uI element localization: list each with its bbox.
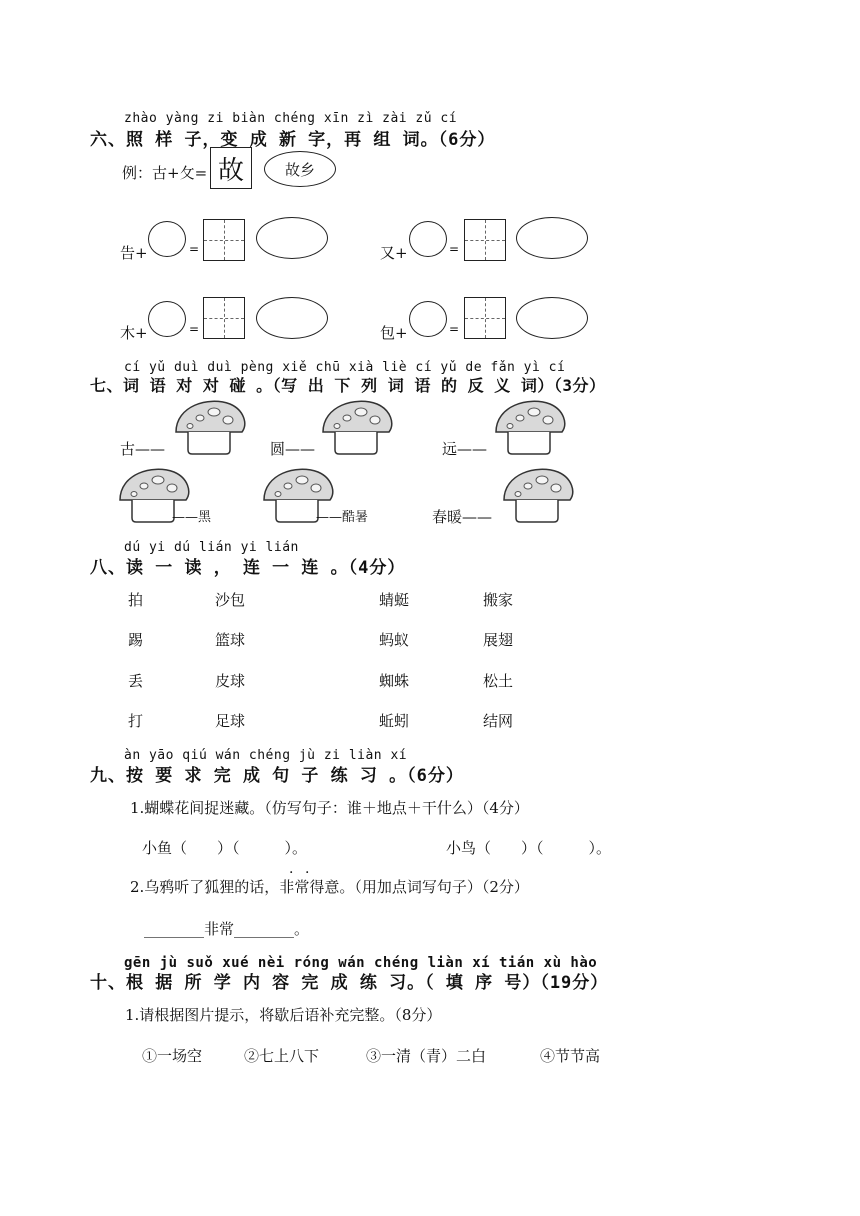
mushroom-icon: [315, 398, 395, 458]
s8-c2-4[interactable]: 足球: [215, 712, 246, 730]
s8-c4-2[interactable]: 展翅: [483, 631, 514, 649]
s7-row2-item-3: 春暖——: [432, 508, 493, 526]
s9-q2-blank-b[interactable]: ________。: [234, 920, 310, 938]
s8-pinyin: dú yi dú lián yi lián: [124, 540, 299, 555]
s9-q1: 1.蝴蝶花间捉迷藏。（仿写句子：谁＋地点＋干什么）（4分）: [130, 799, 529, 817]
s6-example-char-box: [210, 147, 252, 189]
s7-row2-item-2: ——酷暑: [316, 510, 369, 525]
s9-q2: 2.乌鸦听了狐狸的话，非常得意。（用加点词写句子）（2分）: [130, 878, 529, 896]
s8-c1-1[interactable]: 拍: [128, 591, 144, 609]
s6-item-2-grid[interactable]: [464, 219, 506, 261]
s9-heading: 九、按 要 求 完 成 句 子 练 习 。（6分）: [90, 766, 464, 786]
s6-item-1-equals: =: [189, 242, 200, 256]
s6-item-3-grid[interactable]: [203, 297, 245, 339]
s10-q1: 1.请根据图片提示，将歇后语补充完整。（8分）: [125, 1006, 442, 1024]
s9-q1-answer-a[interactable]: 小鱼（ ）（ ）。: [142, 839, 308, 857]
s8-c3-4[interactable]: 蚯蚓: [379, 712, 410, 730]
s6-pinyin: zhào yàng zi biàn chéng xīn zì zài zǔ cí: [124, 111, 458, 126]
s6-heading: 六、照 样 子，变 成 新 字，再 组 词。（6分）: [90, 130, 496, 150]
s7-heading: 七、词 语 对 对 碰 。（写 出 下 列 词 语 的 反 义 词）（3分）: [90, 376, 606, 395]
s10-option-2: ②七上八下: [244, 1047, 320, 1065]
s6-example-word: 故乡: [284, 160, 315, 179]
s7-row2-item-1: ——黑: [172, 510, 212, 525]
emphasis-dot: ·: [289, 865, 294, 881]
s8-c2-2[interactable]: 篮球: [215, 631, 246, 649]
s8-c3-1[interactable]: 蜻蜓: [379, 591, 410, 609]
s6-item-3-circle[interactable]: [148, 301, 186, 337]
s10-pinyin: gēn jù suǒ xué nèi róng wán chéng liàn xí tián xù hào: [124, 955, 598, 971]
s10-option-3: ③一清（青）二白: [366, 1047, 487, 1065]
mushroom-icon: [168, 398, 248, 458]
s10-heading: 十、根 据 所 学 内 容 完 成 练 习。（ 填 序 号）（19分）: [90, 973, 609, 993]
s6-item-1-label: 告+: [120, 244, 148, 262]
s8-c1-3[interactable]: 丢: [128, 672, 144, 690]
s9-q2-mid: 非常: [204, 920, 235, 938]
s6-item-1-grid[interactable]: [203, 219, 245, 261]
s8-heading: 八、读 一 读 ， 连 一 连 。（4分）: [90, 558, 406, 578]
mushroom-icon: [496, 466, 576, 526]
s10-option-1: ①一场空: [142, 1047, 203, 1065]
s8-c4-1[interactable]: 搬家: [483, 591, 514, 609]
s6-item-2-oval[interactable]: [516, 217, 588, 259]
s9-pinyin: àn yāo qiú wán chéng jù zi liàn xí: [124, 748, 408, 763]
s6-item-4-oval[interactable]: [516, 297, 588, 339]
s6-item-3-label: 木+: [120, 324, 148, 342]
s6-item-4-circle[interactable]: [409, 301, 447, 337]
s7-pinyin: cí yǔ duì duì pèng xiě chū xià liè cí yǔ de fǎn yì cí: [124, 360, 566, 375]
s9-q1-answer-b[interactable]: 小鸟（ ）（ ）。: [446, 839, 612, 857]
s8-c3-3[interactable]: 蜘蛛: [379, 672, 410, 690]
s8-c3-2[interactable]: 蚂蚁: [379, 631, 410, 649]
s9-q2-blank-a[interactable]: ________: [144, 920, 204, 938]
s6-item-2-label: 又+: [380, 244, 408, 262]
s6-item-4-grid[interactable]: [464, 297, 506, 339]
s7-row1-item-2: 圆——: [270, 440, 316, 458]
s8-c1-2[interactable]: 踢: [128, 631, 144, 649]
s6-item-4-equals: =: [449, 322, 460, 336]
s6-example-char: 故: [217, 155, 244, 186]
s6-item-1-oval[interactable]: [256, 217, 328, 259]
s6-item-2-circle[interactable]: [409, 221, 447, 257]
emphasis-dot: ·: [305, 865, 310, 881]
s6-item-2-equals: =: [449, 242, 460, 256]
mushroom-icon: [488, 398, 568, 458]
s8-c2-1[interactable]: 沙包: [215, 591, 246, 609]
s6-item-4-label: 包+: [380, 324, 408, 342]
s8-c2-3[interactable]: 皮球: [215, 672, 246, 690]
s6-item-1-circle[interactable]: [148, 221, 186, 257]
s8-c4-4[interactable]: 结网: [483, 712, 514, 730]
s6-item-3-oval[interactable]: [256, 297, 328, 339]
s7-row1-item-1: 古——: [120, 440, 166, 458]
s10-option-4: ④节节高: [540, 1047, 601, 1065]
s8-c1-4[interactable]: 打: [128, 712, 144, 730]
s9-q2-answer[interactable]: [144, 918, 309, 939]
s6-example-prefix: 例：古+攵=: [122, 164, 208, 182]
s6-item-3-equals: =: [189, 322, 200, 336]
s8-c4-3[interactable]: 松土: [483, 672, 514, 690]
s7-row1-item-3: 远——: [442, 440, 488, 458]
s6-example-word-oval: [264, 151, 336, 187]
